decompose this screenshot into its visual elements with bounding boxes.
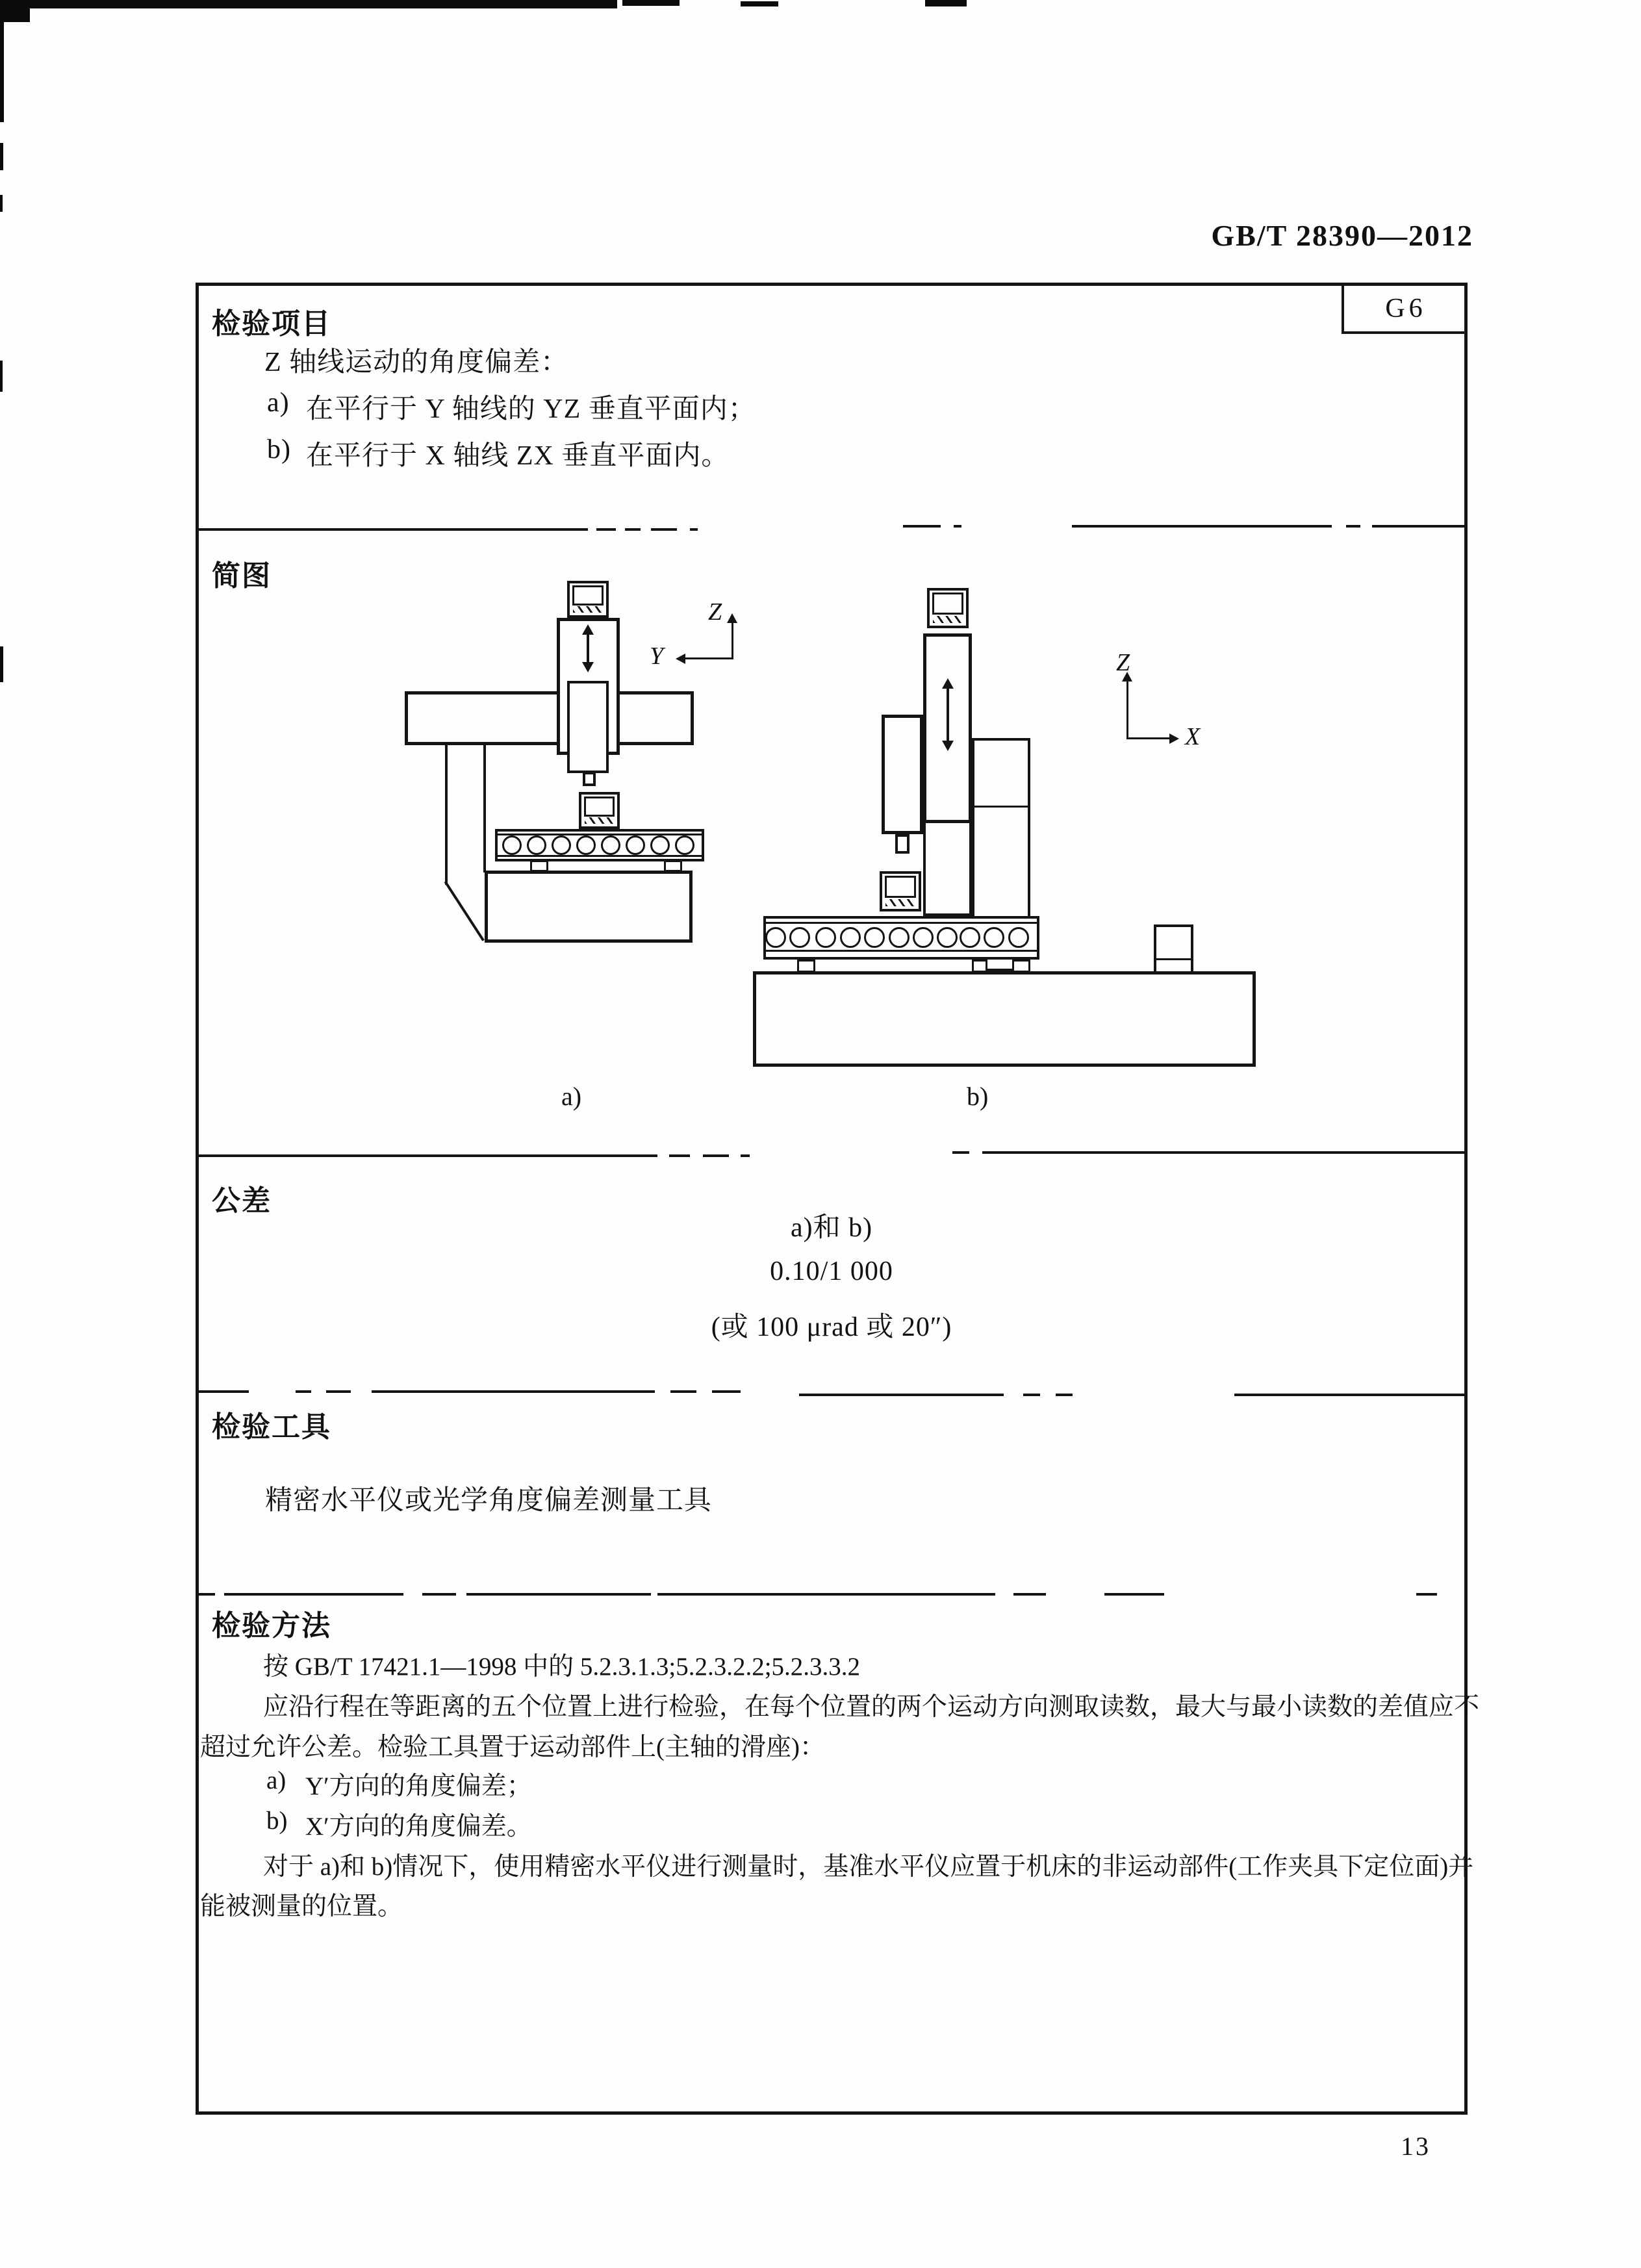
figure-b-arrow-shaft	[947, 687, 949, 742]
figure-a-down-arrow-icon	[582, 662, 594, 672]
figure-a-table-hole	[601, 835, 620, 855]
section-divider	[1013, 1593, 1046, 1596]
figure-b-axis-z-line	[1126, 680, 1128, 739]
section-divider	[1104, 1593, 1164, 1596]
section-title-tool: 检验工具	[212, 1411, 331, 1443]
figure-a-table-line	[498, 855, 702, 857]
figure-b-table-hole	[1008, 927, 1029, 948]
figure-a-table-hole	[675, 835, 694, 855]
scan-left-tick	[0, 361, 3, 392]
level-instrument-icon	[567, 581, 609, 618]
level-instrument-hatch	[885, 899, 915, 906]
figure-a-axis-y-label: Y	[650, 643, 664, 670]
method-closing-2: 能被测量的位置。	[200, 1892, 403, 1920]
figure-a-axis-z-arrow-icon	[727, 613, 737, 623]
figure-a-table-hole	[527, 835, 546, 855]
figure-b-caption: b)	[967, 1082, 989, 1111]
level-instrument-icon	[579, 792, 620, 829]
method-paragraph-1: 按 GB/T 17421.1—1998 中的 5.2.3.1.3;5.2.3.2.2;5.2.3.3.2	[263, 1653, 861, 1681]
section-divider	[1416, 1593, 1437, 1596]
section-divider	[224, 1593, 403, 1596]
figure-b-spindle-nose	[895, 834, 910, 854]
level-instrument-hatch	[933, 616, 963, 623]
figure-b-base	[753, 971, 1256, 1067]
scan-top-dash	[622, 0, 680, 6]
tolerance-line-1: a)和 b)	[790, 1213, 873, 1243]
figure-a-base	[485, 871, 693, 943]
tolerance-line-3: (或 100 μrad 或 20″)	[711, 1312, 952, 1342]
figure-b-column-front	[923, 821, 972, 916]
figure-a-axis-y-arrow-icon	[676, 654, 685, 664]
figure-a-crossrail	[405, 691, 694, 745]
method-closing-1: 对于 a)和 b)情况下，使用精密水平仪进行测量时，基准水平仪应置于机床的非运动部件(工作夹具下定位面)并	[263, 1853, 1474, 1881]
section-divider	[954, 525, 961, 528]
section-divider	[690, 528, 698, 531]
figure-b-table-hole	[889, 927, 910, 948]
section-divider	[712, 1390, 741, 1393]
figure-b-column-joint	[974, 806, 1028, 808]
level-instrument-icon	[880, 871, 921, 911]
figure-a-axis-z-line	[731, 622, 733, 659]
item-line-b	[267, 434, 729, 473]
method-label-b: b)	[266, 1807, 288, 1835]
item-label-b: b)	[267, 435, 291, 465]
figure-b-axis-x-label: X	[1185, 723, 1201, 750]
figure-b-table-hole	[840, 927, 861, 948]
section-divider	[466, 1593, 651, 1596]
section-divider	[1234, 1394, 1466, 1396]
item-label-a: a)	[267, 388, 290, 418]
section-title-method: 检验方法	[212, 1610, 331, 1642]
figure-a-table-hole	[552, 835, 571, 855]
section-title-item: 检验项目	[212, 308, 331, 340]
scan-corner-blob	[0, 0, 30, 22]
figure-b-table-line	[766, 922, 1037, 924]
figure-b-table-hole	[960, 927, 980, 948]
figure-b-block	[1154, 924, 1193, 974]
section-divider	[196, 1593, 215, 1596]
method-text-b: X′方向的角度偏差。	[305, 1813, 532, 1841]
scan-left-tick	[0, 646, 3, 682]
scan-top-band	[0, 0, 617, 8]
figure-b-table-line	[766, 950, 1037, 952]
figure-a-table-support	[664, 860, 682, 872]
figure-b-table-hole	[815, 927, 836, 948]
section-divider	[982, 1151, 1466, 1154]
figure-b-table-support	[972, 960, 987, 973]
figure-a-table-support	[530, 860, 548, 872]
tool-text: 精密水平仪或光学角度偏差测量工具	[265, 1486, 713, 1516]
section-divider	[741, 1154, 750, 1157]
figure-b-table-hole	[765, 927, 786, 948]
scan-top-dash	[925, 0, 967, 6]
figure-b-table-hole	[937, 927, 958, 948]
method-paragraph-2: 应沿行程在等距离的五个位置上进行检验，在每个位置的两个运动方向测取读数，最大与最小读数的差值应不	[263, 1693, 1480, 1721]
section-divider	[1372, 525, 1466, 528]
section-divider	[952, 1151, 969, 1154]
level-instrument-icon	[927, 588, 969, 628]
figure-b-axis-x-arrow-icon	[1169, 733, 1179, 744]
item-intro: Z 轴线运动的角度偏差：	[264, 348, 569, 377]
scan-left-tick	[0, 195, 3, 212]
figure-a-table-line	[498, 834, 702, 835]
scan-left-tick	[0, 143, 3, 170]
item-code-box	[1342, 286, 1468, 334]
section-divider	[596, 528, 616, 531]
item-text-a: 在平行于 Y 轴线的 YZ 垂直平面内；	[306, 394, 756, 424]
figure-b-table-hole	[789, 927, 810, 948]
section-divider	[372, 1390, 655, 1393]
section-divider	[1056, 1394, 1073, 1396]
figure-b-table-support	[1012, 960, 1030, 973]
section-divider	[196, 1154, 657, 1157]
figure-a-table-hole	[576, 835, 596, 855]
figure-b-block-line	[1156, 958, 1191, 960]
tolerance-line-2: 0.10/1 000	[770, 1256, 893, 1286]
section-title-diagram: 简图	[212, 560, 272, 592]
level-instrument-hatch	[573, 606, 603, 613]
section-divider	[669, 1154, 690, 1157]
section-divider	[651, 528, 677, 531]
figure-a-column-right-edge	[483, 745, 486, 873]
figure-b-axis-x-line	[1126, 737, 1173, 739]
figure-b-axis-z-label: Z	[1116, 649, 1130, 676]
level-instrument-window	[885, 876, 916, 898]
method-line-a	[266, 1766, 532, 1802]
section-divider	[703, 1154, 729, 1157]
figure-b-table-hole	[984, 927, 1004, 948]
figure-a-quill	[567, 681, 609, 773]
section-divider	[422, 1593, 456, 1596]
figure-a-table-hole	[502, 835, 522, 855]
method-paragraph-3: 超过允许公差。检验工具置于运动部件上(主轴的滑座)：	[200, 1733, 825, 1761]
section-divider	[625, 528, 641, 531]
level-instrument-window	[572, 585, 604, 605]
section-divider	[799, 1394, 1004, 1396]
figure-a-axis-y-line	[685, 657, 733, 659]
figure-a-axis-z-label: Z	[708, 598, 722, 626]
section-title-tolerance: 公差	[212, 1185, 272, 1217]
figure-a-caption: a)	[561, 1082, 582, 1111]
figure-a-table-hole	[626, 835, 645, 855]
section-divider	[903, 525, 941, 528]
figure-b-spindle-head	[882, 715, 923, 834]
section-divider	[657, 1593, 995, 1596]
figure-a-spindle-nose	[583, 772, 596, 786]
level-instrument-hatch	[585, 817, 614, 824]
figure-b-table-support	[797, 960, 815, 973]
level-instrument-window	[932, 592, 963, 615]
scan-top-dash	[741, 1, 778, 6]
section-divider	[196, 528, 588, 531]
item-code: G6	[1385, 294, 1427, 324]
level-instrument-window	[584, 796, 615, 817]
figure-a-table-hole	[650, 835, 670, 855]
method-line-b	[266, 1806, 532, 1842]
page-number: 13	[1401, 2132, 1431, 2161]
figure-b-down-arrow-icon	[942, 741, 954, 751]
section-divider	[1346, 525, 1360, 528]
section-divider	[196, 1390, 249, 1393]
scan-left-strip	[0, 8, 4, 122]
figure-a-arrow-shaft	[587, 633, 589, 663]
section-divider	[670, 1390, 696, 1393]
figure-b-table-hole	[913, 927, 934, 948]
standard-code: GB/T 28390—2012	[1211, 219, 1473, 252]
section-divider	[296, 1390, 311, 1393]
section-divider	[326, 1390, 351, 1393]
method-text-a: Y′方向的角度偏差；	[305, 1772, 532, 1800]
item-text-b: 在平行于 X 轴线 ZX 垂直平面内。	[306, 441, 730, 471]
item-line-a	[267, 387, 756, 426]
section-divider	[1072, 525, 1332, 528]
figure-b-table-hole	[864, 927, 885, 948]
method-label-a: a)	[266, 1766, 286, 1794]
figure-a-column-left-edge	[445, 745, 448, 885]
section-divider	[1023, 1394, 1040, 1396]
